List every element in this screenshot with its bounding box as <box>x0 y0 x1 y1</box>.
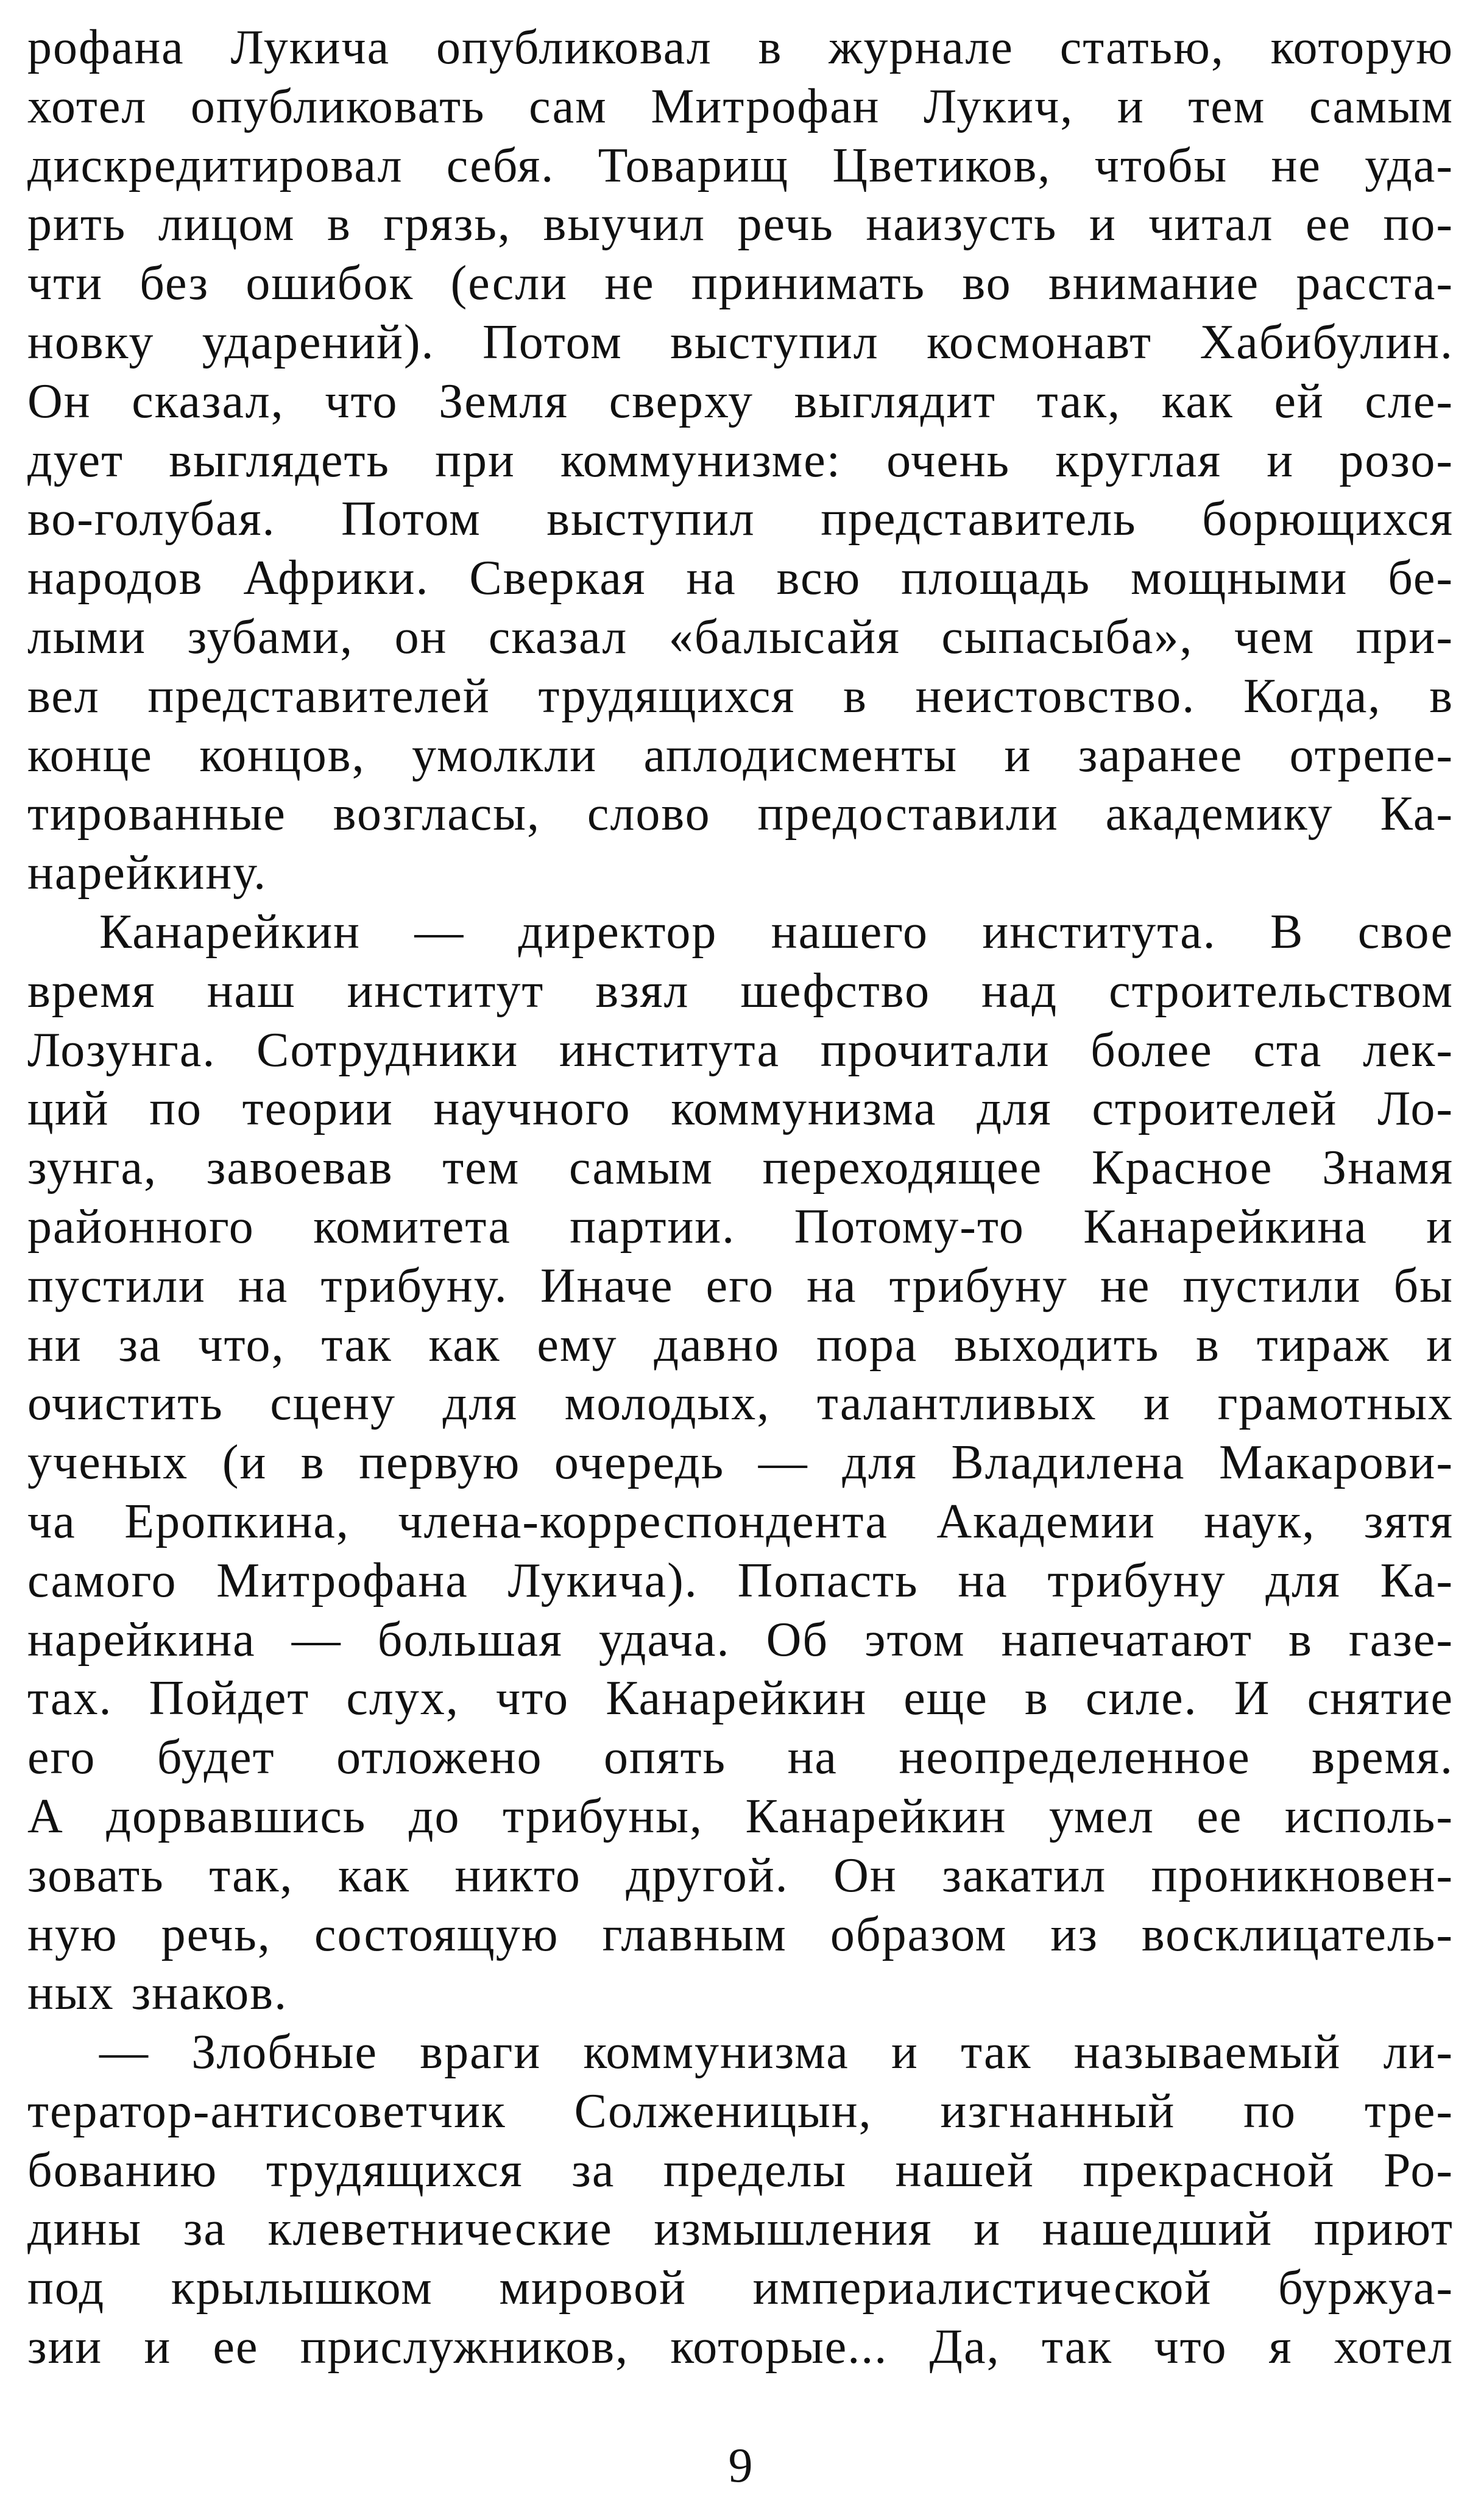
text-line: пустили на трибуну. Иначе его на трибуну не пустили бы <box>27 1258 1454 1313</box>
text-line: зии и ее прислужников, которые... Да, так что я хотел <box>27 2320 1454 2374</box>
text-line: лыми зубами, он сказал «балысайя сыпасыба», чем при- <box>27 610 1454 664</box>
text-line: зунга, завоевав тем самым переходящее Красное Знамя <box>27 1141 1454 1195</box>
text-line: под крылышком мировой империалистической буржуа- <box>27 2261 1454 2315</box>
text-line: во-голубая. Потом выступил представитель борющихся <box>27 492 1454 546</box>
text-line: Лозунга. Сотрудники института прочитали более ста лек- <box>27 1023 1454 1077</box>
text-line: ных знаков. <box>27 1966 288 2021</box>
paragraph <box>27 2023 1454 2377</box>
text-line: дискредитировал себя. Товарищ Цветиков, чтобы не уда- <box>27 138 1454 192</box>
paragraph <box>27 18 1454 903</box>
text-line: А дорвавшись до трибуны, Канарейкин умел ее исполь- <box>27 1789 1454 1843</box>
text-line: тированные возгласы, слово предоставили академику Ка- <box>27 787 1454 841</box>
text-line: нарейкину. <box>27 846 267 900</box>
text-line: рить лицом в грязь, выучил речь наизусть и читал ее по- <box>27 197 1454 252</box>
text-line: Канарейкин — директор нашего института. В свое <box>99 905 1454 959</box>
text-line: тах. Пойдет слух, что Канарейкин еще в силе. И снятие <box>27 1671 1454 1726</box>
text-line: бованию трудящихся за пределы нашей прекрасной Ро- <box>27 2143 1454 2197</box>
text-line: ную речь, состоящую главным образом из восклицатель- <box>27 1907 1454 1961</box>
text-line: рофана Лукича опубликовал в журнале статью, которую <box>27 21 1454 74</box>
text-line: новку ударений). Потом выступил космонавт Хабибулин. <box>27 315 1454 369</box>
page-number: 9 <box>728 2439 753 2493</box>
page-text <box>27 18 1454 2377</box>
text-line: нарейкина — большая удача. Об этом напечатают в газе- <box>27 1612 1454 1667</box>
text-line: районного комитета партии. Потому-то Канарейкина и <box>27 1199 1454 1254</box>
text-line: зовать так, как никто другой. Он закатил проникновен- <box>27 1848 1454 1902</box>
text-line: вел представителей трудящихся в неистовство. Когда, в <box>27 669 1454 723</box>
text-line: очистить сцену для молодых, талантливых и грамотных <box>27 1377 1454 1431</box>
text-line: ни за что, так как ему давно пора выходить в тираж и <box>27 1318 1454 1372</box>
text-line: дины за клеветнические измышления и нашедший приют <box>27 2202 1454 2256</box>
text-line: хотел опубликовать сам Митрофан Лукич, и тем самым <box>27 79 1454 133</box>
paragraph <box>27 903 1454 2023</box>
text-line: конце концов, умолкли аплодисменты и заранее отрепе- <box>27 728 1454 782</box>
book-page <box>27 18 1454 2510</box>
text-line: чти без ошибок (если не принимать во внимание расста- <box>27 256 1454 311</box>
text-line: ций по теории научного коммунизма для строителей Ло- <box>27 1082 1454 1136</box>
text-line: тератор-антисоветчик Солженицын, изгнанный по тре- <box>27 2084 1454 2138</box>
text-line: его будет отложено опять на неопределенное время. <box>27 1731 1454 1785</box>
text-line: — Злобные враги коммунизма и так называемый ли- <box>99 2025 1454 2080</box>
text-line: дует выглядеть при коммунизме: очень круглая и розо- <box>27 433 1454 487</box>
text-line: народов Африки. Сверкая на всю площадь мощными бе- <box>27 551 1454 605</box>
text-line: ча Еропкина, члена-корреспондента Академии наук, зятя <box>27 1494 1454 1548</box>
text-line: время наш институт взял шефство над строительством <box>27 964 1454 1018</box>
text-line: самого Митрофана Лукича). Попасть на трибуну для Ка- <box>27 1553 1454 1608</box>
text-line: ученых (и в первую очередь — для Владилена Макарови- <box>27 1436 1454 1490</box>
text-line: Он сказал, что Земля сверху выглядит так, как ей сле- <box>27 374 1454 428</box>
